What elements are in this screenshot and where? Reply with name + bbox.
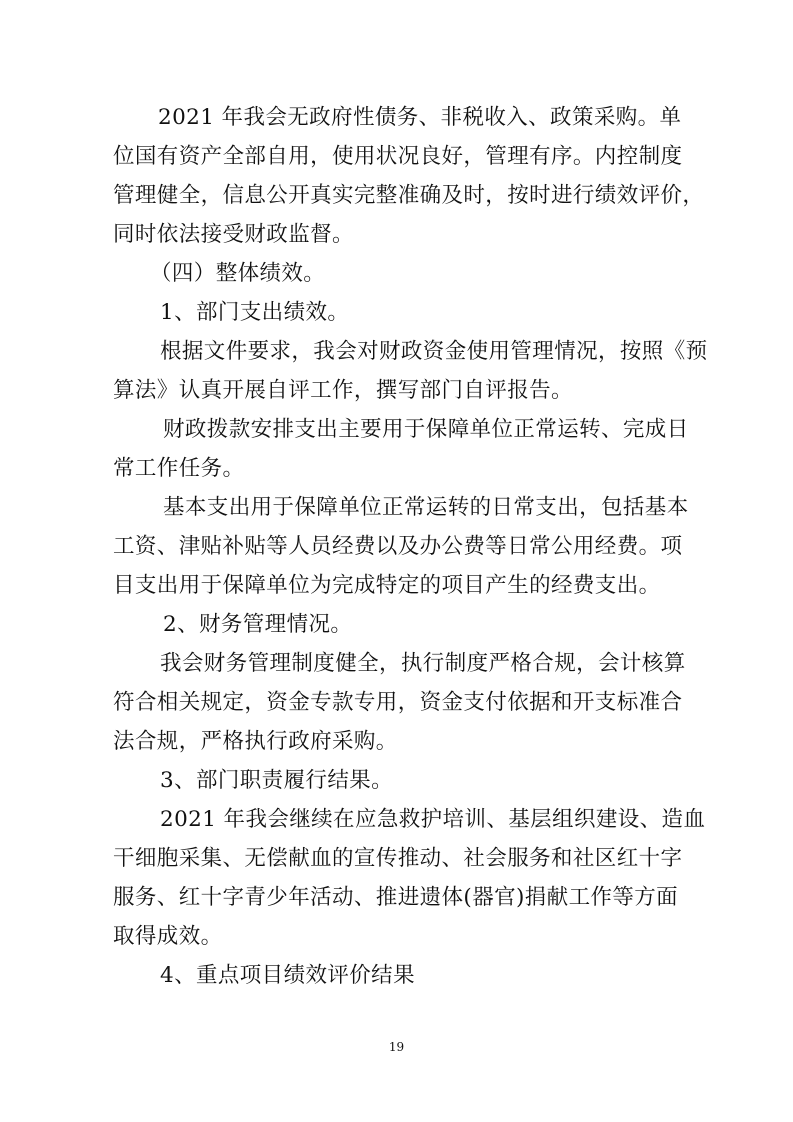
text-line-8: 算法》认真开展自评工作，撰写部门自评报告。 (113, 378, 573, 403)
text-line-20: 干细胞采集、无偿献血的宣传推动、社会服务和社区红十字 (113, 846, 683, 871)
subheading-4: 4、重点项目绩效评价结果 (160, 963, 415, 988)
text-line-15: 我会财务管理制度健全，执行制度严格合规，会计核算 (160, 651, 686, 676)
text-line-2: 位国有资产全部自用，使用状况良好，管理有序。内控制度 (113, 144, 683, 169)
text-line-13: 目支出用于保障单位为完成特定的项目产生的经费支出。 (113, 573, 661, 598)
subheading-3: 3、部门职责履行结果。 (160, 768, 394, 793)
text-line-22: 取得成效。 (113, 924, 223, 949)
subheading-1: 1、部门支出绩效。 (160, 300, 350, 325)
text-line-21: 服务、红十字青少年活动、推进遗体(器官)捐献工作等方面 (113, 885, 679, 910)
text-line-7: 根据文件要求，我会对财政资金使用管理情况，按照《预 (160, 339, 708, 364)
text-line-17: 法合规，严格执行政府采购。 (113, 729, 398, 754)
page-number: 19 (388, 1040, 405, 1054)
text-line-3: 管理健全，信息公开真实完整准确及时，按时进行绩效评价， (113, 183, 705, 208)
text-line-16: 符合相关规定，资金专款专用，资金支付依据和开支标准合 (113, 690, 683, 715)
section-heading-4: （四）整体绩效。 (150, 261, 326, 286)
text-line-4: 同时依法接受财政监督。 (113, 222, 354, 247)
text-line-19: 2021 年我会继续在应急救护培训、基层组织建设、造血 (160, 807, 706, 832)
text-line-11: 基本支出用于保障单位正常运转的日常支出，包括基本 (163, 495, 689, 520)
text-line-9: 财政拨款安排支出主要用于保障单位正常运转、完成日 (163, 417, 689, 442)
text-line-12: 工资、津贴补贴等人员经费以及办公费等日常公用经费。项 (113, 534, 683, 559)
subheading-2: 2、财务管理情况。 (163, 612, 353, 637)
text-line-10: 常工作任务。 (113, 456, 245, 481)
text-line-1: 2021 年我会无政府性债务、非税收入、政策采购。单 (158, 105, 682, 130)
